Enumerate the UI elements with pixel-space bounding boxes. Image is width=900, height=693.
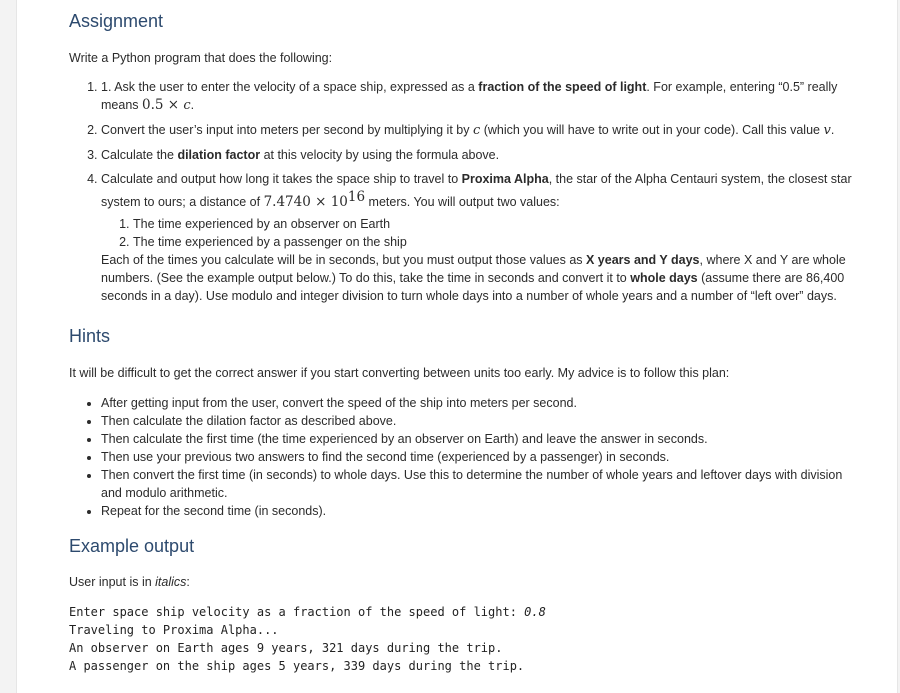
step-4-exponent: 16 <box>347 189 366 205</box>
hint-item: • After getting input from the user, convert the speed of the ship into meters per second. <box>101 394 861 412</box>
step-2-var-c: c <box>472 123 481 138</box>
step-3-text-c: at this velocity by using the formula above. <box>260 148 500 162</box>
step-2-text-b: (which you will have to write out in your code). Call this value <box>480 123 824 137</box>
hints-intro: It will be difficult to get the correct answer if you start converting between units too early. My advice is to follow this plan: <box>69 366 730 380</box>
document-page <box>16 0 898 693</box>
step-1-text-a: 1. Ask the user to enter the velocity of a space ship, expressed as a <box>101 80 479 94</box>
step-4-text-c: , the star of the Alpha Centauri system, the closest star system to ours; a distance of <box>101 172 852 210</box>
step-4-bold-proxima: Proxima Alpha <box>461 172 549 186</box>
example-output-code <box>69 603 546 675</box>
step-1 <box>101 78 861 115</box>
step-2 <box>101 121 861 140</box>
input-note <box>69 573 190 591</box>
step-4-text-d: meters. You will output two values: <box>365 195 560 210</box>
intro-paragraph <box>69 49 332 67</box>
hint-item: • Repeat for the second time (in seconds). <box>101 502 861 520</box>
step-2-end: . <box>830 123 835 137</box>
input-note-text-a: User input is in <box>69 575 156 589</box>
step-4-text-e: Each of the times you calculate will be in seconds, but you must output those values as <box>101 253 586 268</box>
step-4-sub-item-1: 1. The time experienced by an observer on Earth <box>133 215 861 233</box>
step-4-math: 7.4740 × 10 <box>263 194 348 211</box>
code-line-3: An observer on Earth ages 9 years, 321 days during the trip. <box>69 641 503 655</box>
input-note-italics: italics <box>155 575 187 589</box>
example-output-heading: Example output <box>69 536 195 556</box>
step-1-text-c: . For example, entering “0.5” really means <box>101 80 838 112</box>
input-note-text-c: : <box>186 575 190 589</box>
step-4-bold-whole-days: whole days <box>630 271 698 286</box>
code-line-1-prompt: Enter space ship velocity as a fraction of the speed of light: <box>69 605 525 619</box>
hints-heading: Hints <box>69 326 111 346</box>
hints-list <box>69 394 861 520</box>
step-3-text-a: Calculate the <box>101 148 178 162</box>
steps-list <box>69 78 861 305</box>
step-1-end: . <box>190 98 195 112</box>
step-4-sub-item-2: 2. The time experienced by a passenger on the ship <box>133 233 861 251</box>
hint-item: • Then calculate the dilation factor as described above. <box>101 412 861 430</box>
step-4-text-i: (assume there are 86,400 seconds in a day). Use modulo and integer division to turn whole days into a number of whole years and a number of “left over” days. <box>101 271 845 304</box>
hint-item: • Then calculate the first time (the time experienced by an observer on Earth) and leave the answer in seconds. <box>101 430 861 448</box>
step-3 <box>101 146 861 164</box>
hint-item: • Then convert the first time (in seconds) to whole days. Use this to determine the number of whole years and leftover days with division and modulo arithmetic. <box>101 466 861 502</box>
step-4-bold-years-days: X years and Y days <box>586 253 700 268</box>
assignment-heading: Assignment <box>69 11 164 31</box>
step-2-var-v: v <box>823 123 831 138</box>
code-line-4: A passenger on the ship ages 5 years, 339 days during the trip. <box>69 659 525 673</box>
step-1-math: 0.5 × <box>142 97 184 113</box>
step-1-math-var: c <box>183 98 191 113</box>
intro-text: Write a Python program that does the following: <box>69 51 333 65</box>
code-line-2: Traveling to Proxima Alpha... <box>69 623 279 637</box>
step-3-bold: dilation factor <box>177 148 261 162</box>
step-4-sublist <box>101 215 861 251</box>
step-4-text-a: Calculate and output how long it takes the space ship to travel to <box>101 172 462 186</box>
step-1-bold: fraction of the speed of light <box>478 80 647 94</box>
step-4 <box>101 170 861 305</box>
step-2-text-a: Convert the user’s input into meters per second by multiplying it by <box>101 123 473 137</box>
step-4-text-g: , where X and Y are whole numbers. (See the example output below.) To do this, take the time in seconds and convert it to <box>101 253 846 286</box>
hint-item: • Then use your previous two answers to find the second time (experienced by a passenger) in seconds. <box>101 448 861 466</box>
code-line-1-input: 0.8 <box>524 605 546 619</box>
